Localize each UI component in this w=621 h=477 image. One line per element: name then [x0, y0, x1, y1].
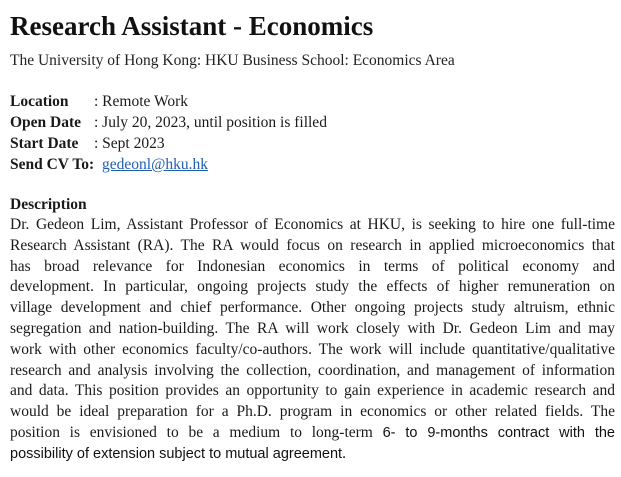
open-date-value: : July 20, 2023, until position is filled	[94, 114, 327, 131]
description-line: and data. This position provides an opportunity to gain experience in academic research and	[10, 382, 615, 400]
description-line: has broad relevance for Indonesian economics in terms of political economy and	[10, 257, 615, 275]
organization-subtitle: The University of Hong Kong: HKU Business School: Economics Area	[10, 52, 455, 69]
description-line: work with other economics faculty/co-authors. The work will include quantitative/qualitative	[10, 340, 615, 358]
contract-text-serif: position is envisioned to be a medium to long-term	[10, 423, 383, 441]
description-line-contract	[10, 423, 615, 444]
job-details	[10, 91, 615, 175]
open-date-label: Open Date	[10, 114, 82, 131]
description-heading: Description	[10, 196, 87, 213]
description-line: would be ideal preparation for a Ph.D. program in economics or other related fields. The	[10, 403, 615, 421]
contract-text-sans: 6- to 9-months contract with the	[382, 424, 615, 441]
location-label: Location	[10, 93, 69, 110]
description-line: village development and chief performance. Other ongoing projects study altruism, ethnic	[10, 299, 615, 317]
start-date-label: Start Date	[10, 135, 79, 152]
start-date-value: : Sept 2023	[94, 135, 165, 152]
location-row	[10, 91, 615, 112]
extension-text-end: .	[342, 444, 346, 462]
send-cv-label: Send CV To:	[10, 156, 95, 173]
description-line: development. In particular, ongoing projects study the effects of higher remuneration on	[10, 278, 615, 296]
extension-text-sans: possibility of extension subject to mutual agreement	[10, 445, 343, 462]
job-posting	[10, 10, 615, 465]
open-date-row	[10, 112, 615, 133]
send-cv-row	[10, 154, 615, 175]
page-title: Research Assistant - Economics	[10, 11, 374, 41]
description-line: segregation and nation-building. The RA will work closely with Dr. Gedeon Lim and may	[10, 319, 615, 337]
description-line: research and analysis involving the collection, coordination, and management of information	[10, 361, 615, 379]
description-line-extension	[10, 444, 615, 465]
description-line: Research Assistant (RA). The RA would focus on research in applied microeconomics that	[10, 236, 615, 254]
description-line: Dr. Gedeon Lim, Assistant Professor of Economics at HKU, is seeking to hire one full-time	[10, 216, 615, 233]
start-date-row	[10, 133, 615, 154]
email-link[interactable]: gedeonl@hku.hk	[102, 156, 208, 173]
location-value: : Remote Work	[94, 93, 189, 110]
description-body	[10, 215, 615, 465]
